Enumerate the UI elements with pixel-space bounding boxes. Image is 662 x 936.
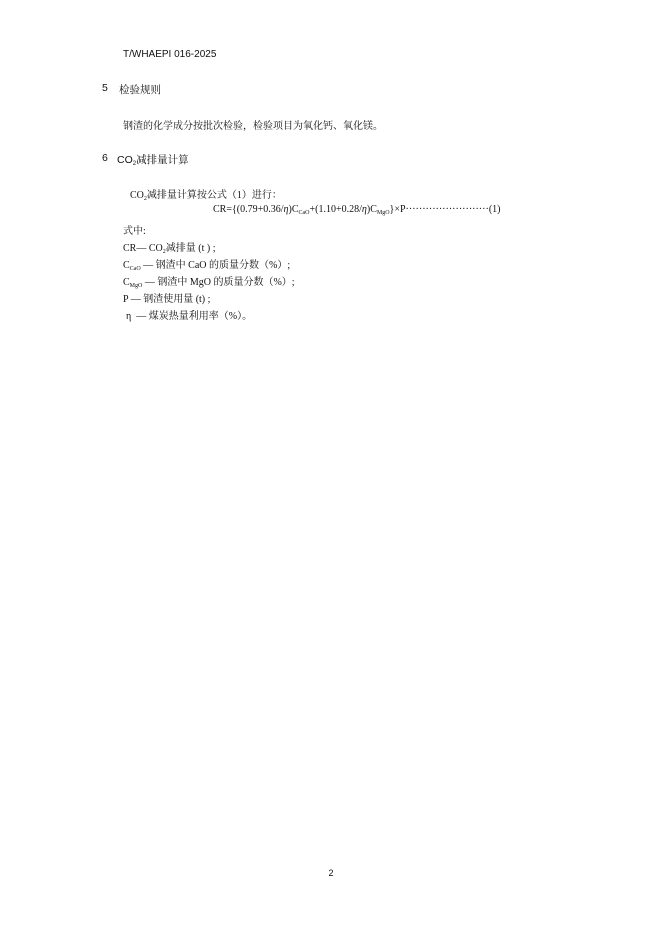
section-5-title: 检验规则 <box>119 84 161 96</box>
definition-cr-desc-prefix: CO <box>146 243 163 254</box>
definition-cr-desc-sub: 2 <box>162 249 166 255</box>
formula-eta-1: η <box>283 204 289 215</box>
definition-p-symbol: P <box>123 294 129 305</box>
section-6-title-suffix: 减排量计算 <box>136 154 189 166</box>
formula-equation-number: (1) <box>488 204 501 215</box>
definition-cmgo-symbol-sub: MgO <box>129 283 143 289</box>
definition-ccao-desc: — 钢渣中 CaO 的质量分数（%）; <box>140 260 291 271</box>
definition-eta <box>126 307 252 322</box>
formula-intro-sub: 2 <box>143 196 147 202</box>
document-code: T/WHAEPI 016-2025 <box>123 49 217 60</box>
formula-sub-mgo: MgO <box>376 210 390 216</box>
definition-cmgo-symbol: C <box>123 277 130 288</box>
definition-cr <box>123 239 215 255</box>
formula-part2: )C <box>288 204 299 215</box>
definition-ccao-symbol: C <box>123 260 130 271</box>
definition-eta-symbol: η <box>126 311 132 322</box>
definition-ccao-symbol-sub: CaO <box>129 266 141 272</box>
section-5-number: 5 <box>102 82 108 94</box>
where-label: 式中: <box>123 226 146 237</box>
section-5-body: 钢渣的化学成分按批次检验，检验项目为氧化钙、氧化镁。 <box>123 121 383 132</box>
definition-cmgo <box>123 273 295 289</box>
definition-eta-desc: — 煤炭热量利用率（%）。 <box>131 311 253 322</box>
formula-intro <box>130 186 282 202</box>
section-6-title-prefix: CO <box>117 154 133 166</box>
formula-1 <box>213 204 500 216</box>
formula-part1: CR={(0.79+0.36/ <box>213 204 284 215</box>
formula-part4: )C <box>366 204 377 215</box>
definition-ccao <box>123 256 290 272</box>
section-6-title-sub: 2 <box>132 161 137 167</box>
formula-leader-dots: ························· <box>405 204 489 215</box>
formula-part3: +(1.10+0.28/ <box>309 204 362 215</box>
section-6-number: 6 <box>102 152 108 164</box>
formula-sub-cao: CaO <box>298 210 310 216</box>
definition-cr-symbol: CR— <box>123 243 147 254</box>
page-number: 2 <box>328 868 334 878</box>
formula-part5: }×P <box>389 204 406 215</box>
formula-intro-prefix: CO <box>130 190 144 201</box>
definition-cmgo-desc: — 钢渣中 MgO 的质量分数（%）; <box>142 277 295 288</box>
formula-intro-suffix: 减排量计算按公式（1）进行： <box>146 190 282 201</box>
definition-p <box>123 290 210 305</box>
formula-eta-2: η <box>361 204 367 215</box>
section-6-title <box>117 152 189 167</box>
definition-p-desc: — 钢渣使用量 (t) ; <box>128 294 211 305</box>
definition-cr-desc-suffix: 减排量 (t ) ; <box>165 243 216 254</box>
